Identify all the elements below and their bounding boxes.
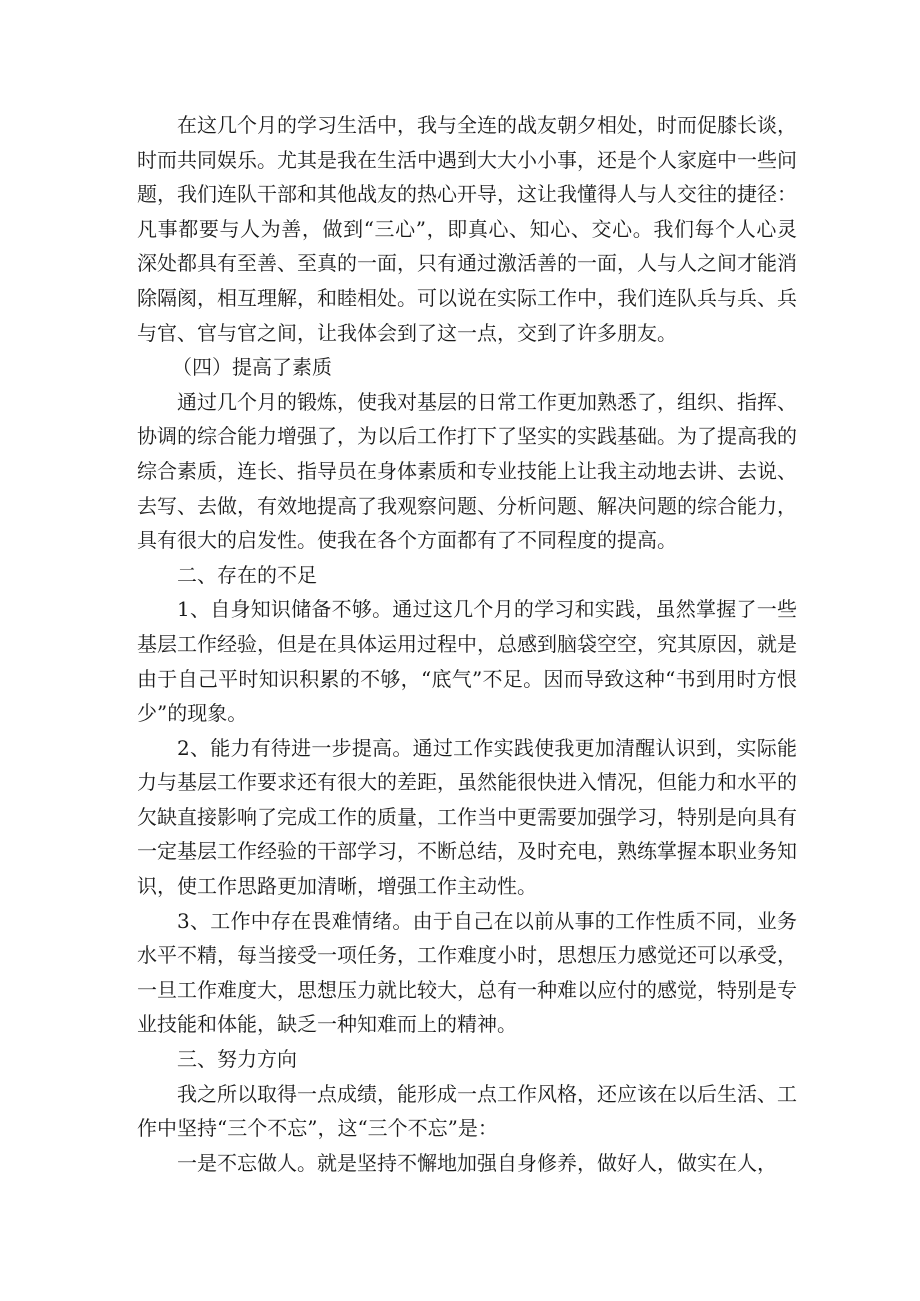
paragraph-shortcoming-ability: 2、能力有待进一步提高。通过工作实践使我更加清醒认识到，实际能力与基层工作要求还有很大的差距，虽然能很快进入情况，但能力和水平的欠缺直接影响了完成工作的质量，工作当中更需要加强学习，特别是向具有一定基层工作经验的干部学习，不断总结，及时充电，熟练掌握本职业务知识，使工作思路更加清晰，增强工作主动性。: [137, 735, 797, 899]
paragraph-shortcoming-knowledge: 1、自身知识储备不够。通过这几个月的学习和实践，虽然掌握了一些基层工作经验，但是在具体运用过程中，总感到脑袋空空，究其原因，就是由于自己平时知识积累的不够，“底气”不足。因而导致这种“书到用时方恨少”的现象。: [137, 597, 797, 726]
paragraph-friendship: 在这几个月的学习生活中，我与全连的战友朝夕相处，时而促膝长谈，时而共同娱乐。尤其是我在生活中遇到大大小小事，还是个人家庭中一些问题，我们连队干部和其他战友的热心开导，这让我懂得人与人交往的捷径：凡事都要与人为善，做到“三心”，即真心、知心、交心。我们每个人心灵深处都具有至善、至真的一面，只有通过激活善的一面，人与人之间才能消除隔阂，相互理解，和睦相处。可以说在实际工作中，我们连队兵与兵、兵与官、官与官之间，让我体会到了这一点，交到了许多朋友。: [137, 113, 797, 345]
section-heading-shortcomings: 二、存在的不足: [177, 562, 317, 587]
subheading-improved-quality: （四）提高了素质: [172, 355, 332, 380]
paragraph-training: 通过几个月的锻炼，使我对基层的日常工作更加熟悉了，组织、指挥、协调的综合能力增强了，为以后工作打下了坚实的实践基础。为了提高我的综合素质，连长、指导员在身体素质和专业技能上让我主动地去讲、去说、去写、去做，有效地提高了我观察问题、分析问题、解决问题的综合能力，具有很大的启发性。使我在各个方面都有了不同程度的提高。: [137, 389, 797, 553]
section-heading-direction: 三、努力方向: [177, 1047, 297, 1072]
paragraph-three-not-forget: 我之所以取得一点成绩，能形成一点工作风格，还应该在以后生活、工作中坚持“三个不忘”，这“三个不忘”是：: [137, 1081, 797, 1141]
document-body: [137, 108, 797, 1180]
paragraph-not-forget-person: 一是不忘做人。就是坚持不懈地加强自身修养，做好人，做实在人，: [177, 1150, 777, 1175]
paragraph-shortcoming-fear: 3、工作中存在畏难情绪。由于自己在以前从事的工作性质不同，业务水平不精，每当接受一项任务，工作难度小时，思想压力感觉还可以承受，一旦工作难度大，思想压力就比较大，总有一种难以应付的感觉，特别是专业技能和体能，缺乏一种知难而上的精神。: [137, 908, 797, 1037]
